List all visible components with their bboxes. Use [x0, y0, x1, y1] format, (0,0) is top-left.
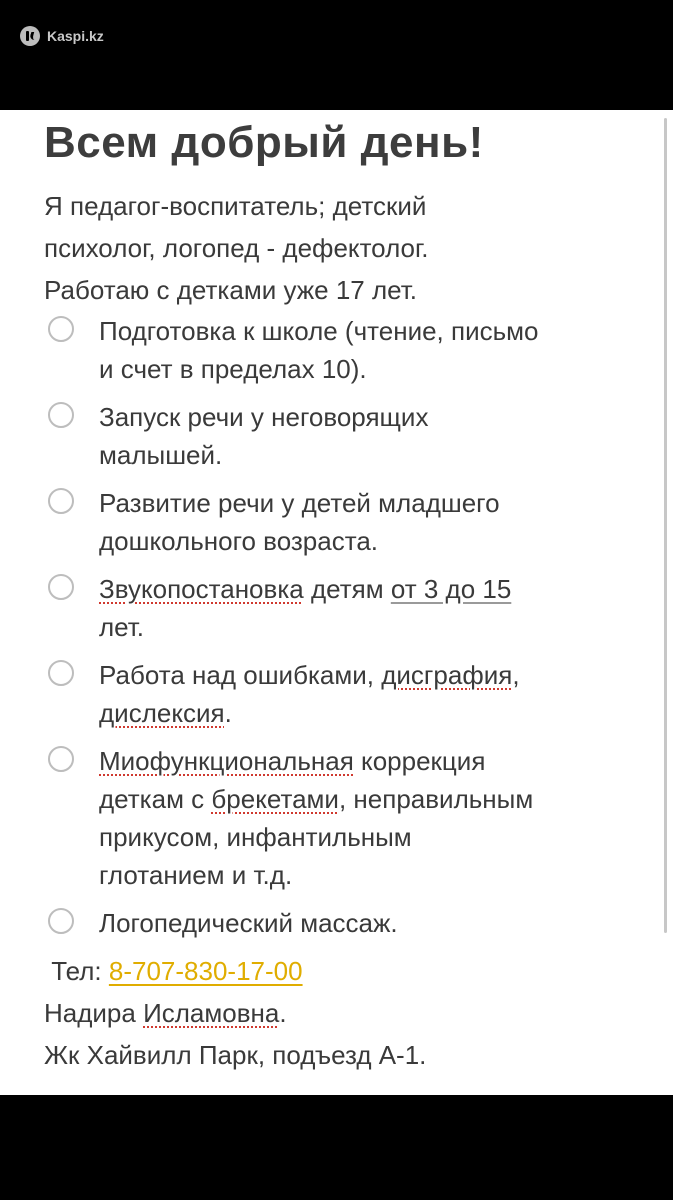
list-item: Логопедический массаж.: [44, 904, 644, 942]
list-item: Звукопостановка детям от 3 до 15 лет.: [44, 570, 644, 646]
circle-bullet-icon: [48, 574, 74, 600]
intro-text: [44, 185, 429, 311]
top-bar: [0, 0, 673, 110]
intro-line: психолог, логопед - дефектолог.: [44, 233, 429, 263]
contact-info: [44, 950, 426, 1076]
phone-line: Тел: 8-707-830-17-00: [51, 956, 303, 986]
post-title: Всем добрый день!: [44, 118, 484, 167]
list-item: Миофункциональная коррекция деткам с брекетами, неправильным прикусом, инфантильным глотанием и т.д.: [44, 742, 644, 894]
circle-bullet-icon: [48, 402, 74, 428]
kaspi-logo-text: Kaspi.kz: [47, 28, 104, 44]
circle-bullet-icon: [48, 316, 74, 342]
services-list: [44, 312, 644, 952]
list-item: Работа над ошибками, дисграфия, дислексия.: [44, 656, 644, 732]
contact-address: Жк Хайвилл Парк, подъезд А-1.: [44, 1040, 427, 1070]
phone-link[interactable]: 8-707-830-17-00: [108, 956, 303, 986]
list-item: Запуск речи у неговорящих малышей.: [44, 398, 644, 474]
circle-bullet-icon: [48, 746, 74, 772]
circle-bullet-icon: [48, 488, 74, 514]
scrollbar[interactable]: [664, 118, 667, 933]
intro-line: Работаю с детками уже 17 лет.: [44, 275, 417, 305]
kaspi-logo[interactable]: [20, 26, 104, 46]
bottom-bar: [0, 1095, 673, 1200]
list-item: Подготовка к школе (чтение, письмо и счет в пределах 10).: [44, 312, 644, 388]
intro-line: Я педагог-воспитатель; детский: [44, 191, 427, 221]
contact-name: Надира Исламовна.: [44, 998, 287, 1028]
circle-bullet-icon: [48, 908, 74, 934]
list-item: Развитие речи у детей младшего дошкольного возраста.: [44, 484, 644, 560]
circle-bullet-icon: [48, 660, 74, 686]
kaspi-logo-icon: [20, 26, 40, 46]
